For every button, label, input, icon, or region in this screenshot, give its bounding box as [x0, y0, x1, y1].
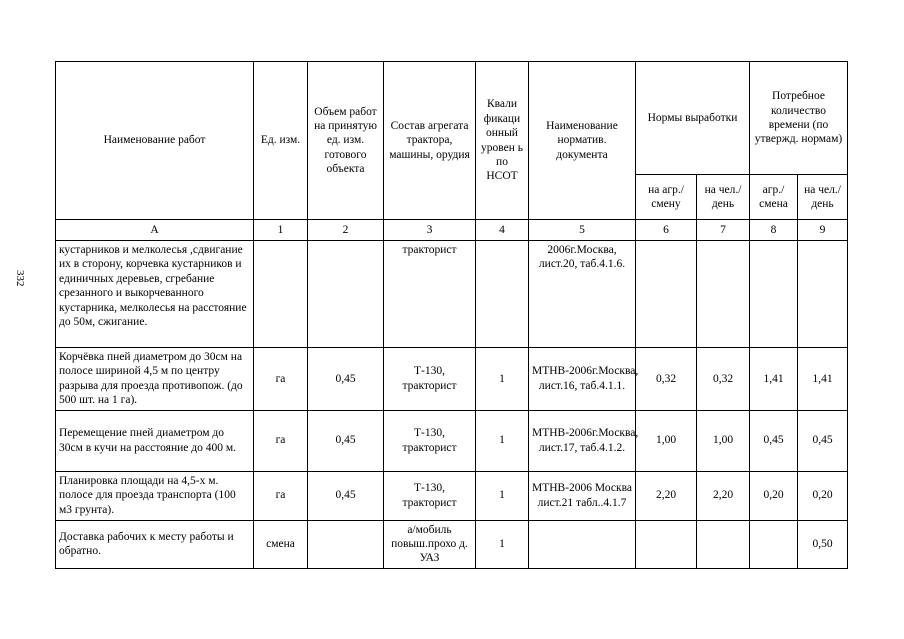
column-code: 8	[750, 220, 798, 241]
cell-per-unit-shift: 0,32	[636, 348, 697, 411]
cell-qualification: 1	[476, 348, 529, 411]
column-code: 7	[697, 220, 750, 241]
cell-per-unit-shift: 1,00	[636, 410, 697, 471]
cell-work: Планировка площади на 4,5-х м. полосе для проезда транспорта (100 м3 грунта).	[56, 471, 254, 520]
cell-qualification: 1	[476, 471, 529, 520]
cell-person-day	[798, 241, 848, 348]
cell-composition: тракторист	[384, 241, 476, 348]
column-code: 3	[384, 220, 476, 241]
cell-unit-shift	[750, 241, 798, 348]
header-work-name: Наименование работ	[56, 62, 254, 220]
cell-composition: Т-130, тракторист	[384, 410, 476, 471]
cell-person-day: 1,41	[798, 348, 848, 411]
cell-qualification: 1	[476, 410, 529, 471]
cell-person-day: 0,50	[798, 520, 848, 568]
header-normative-doc: Наименование норматив. документа	[529, 62, 636, 220]
cell-per-unit-shift: 2,20	[636, 471, 697, 520]
header-unit: Ед. изм.	[254, 62, 308, 220]
table-row	[56, 410, 848, 471]
table-row	[56, 471, 848, 520]
cell-doc	[529, 520, 636, 568]
cell-doc: МТНВ-2006г.Москва, лист.16, таб.4.1.1.	[529, 348, 636, 411]
cell-per-person-day: 1,00	[697, 410, 750, 471]
cell-volume: 0,45	[308, 348, 384, 411]
header-unit-shift: агр./ смена	[750, 175, 798, 220]
cell-unit-shift: 0,45	[750, 410, 798, 471]
header-row	[56, 62, 848, 175]
header-per-unit-shift: на агр./ смену	[636, 175, 697, 220]
cell-composition: Т-130, тракторист	[384, 348, 476, 411]
cell-doc: МТНВ-2006г.Москва, лист.17, таб.4.1.2.	[529, 410, 636, 471]
cell-doc: МТНВ-2006 Москва лист.21 табл..4.1.7	[529, 471, 636, 520]
cell-work: Доставка рабочих к месту работы и обратно.	[56, 520, 254, 568]
column-code: 5	[529, 220, 636, 241]
column-code: 6	[636, 220, 697, 241]
cell-per-unit-shift	[636, 520, 697, 568]
header-per-person-day: на чел./ день	[697, 175, 750, 220]
cell-unit-shift	[750, 520, 798, 568]
table-row	[56, 520, 848, 568]
column-codes-row	[56, 220, 848, 241]
cell-per-person-day: 2,20	[697, 471, 750, 520]
header-required-time: Потребное количество времени (по утвержд. нормам)	[750, 62, 848, 175]
cell-volume	[308, 520, 384, 568]
cell-composition: а/мобиль повыш.прохо д. УАЗ	[384, 520, 476, 568]
cell-per-person-day: 0,32	[697, 348, 750, 411]
cell-composition: Т-130, тракторист	[384, 471, 476, 520]
column-code: 4	[476, 220, 529, 241]
cell-person-day: 0,45	[798, 410, 848, 471]
page-number: 332	[14, 270, 26, 287]
cell-unit-shift: 0,20	[750, 471, 798, 520]
cell-unit: га	[254, 471, 308, 520]
cell-work: Перемещение пней диаметром до 30см в кучи на расстояние до 400 м.	[56, 410, 254, 471]
header-person-day: на чел./ день	[798, 175, 848, 220]
cell-per-person-day	[697, 241, 750, 348]
cell-unit: смена	[254, 520, 308, 568]
header-output-norms: Нормы выработки	[636, 62, 750, 175]
cell-work: Корчёвка пней диаметром до 30см на полосе шириной 4,5 м по центру разрыва для проезда противопож. (до 500 шт. на 1 га).	[56, 348, 254, 411]
cell-work: кустарников и мелколесья ,сдвигание их в сторону, корчевка кустарников и единичных деревьев, сгребание срезанного и выкорчеванного кустарника, мелколесья на расстояние до 50м, сжигание.	[56, 241, 254, 348]
table-row	[56, 241, 848, 348]
header-volume: Объем работ на принятую ед. изм. готового объекта	[308, 62, 384, 220]
work-norms-table	[55, 61, 848, 569]
cell-qualification: 1	[476, 520, 529, 568]
cell-qualification	[476, 241, 529, 348]
cell-per-person-day	[697, 520, 750, 568]
cell-unit: га	[254, 348, 308, 411]
column-code: 9	[798, 220, 848, 241]
cell-per-unit-shift	[636, 241, 697, 348]
cell-person-day: 0,20	[798, 471, 848, 520]
cell-unit-shift: 1,41	[750, 348, 798, 411]
cell-unit	[254, 241, 308, 348]
cell-volume: 0,45	[308, 410, 384, 471]
column-code: 1	[254, 220, 308, 241]
cell-volume: 0,45	[308, 471, 384, 520]
column-code: 2	[308, 220, 384, 241]
cell-doc: 2006г.Москва, лист.20, таб.4.1.6.	[529, 241, 636, 348]
header-composition: Состав агрегата трактора, машины, орудия	[384, 62, 476, 220]
header-qualification: Квали фикаци онный уровен ь по НСОТ	[476, 62, 529, 220]
cell-volume	[308, 241, 384, 348]
cell-unit: га	[254, 410, 308, 471]
table-row	[56, 348, 848, 411]
column-code: А	[56, 220, 254, 241]
